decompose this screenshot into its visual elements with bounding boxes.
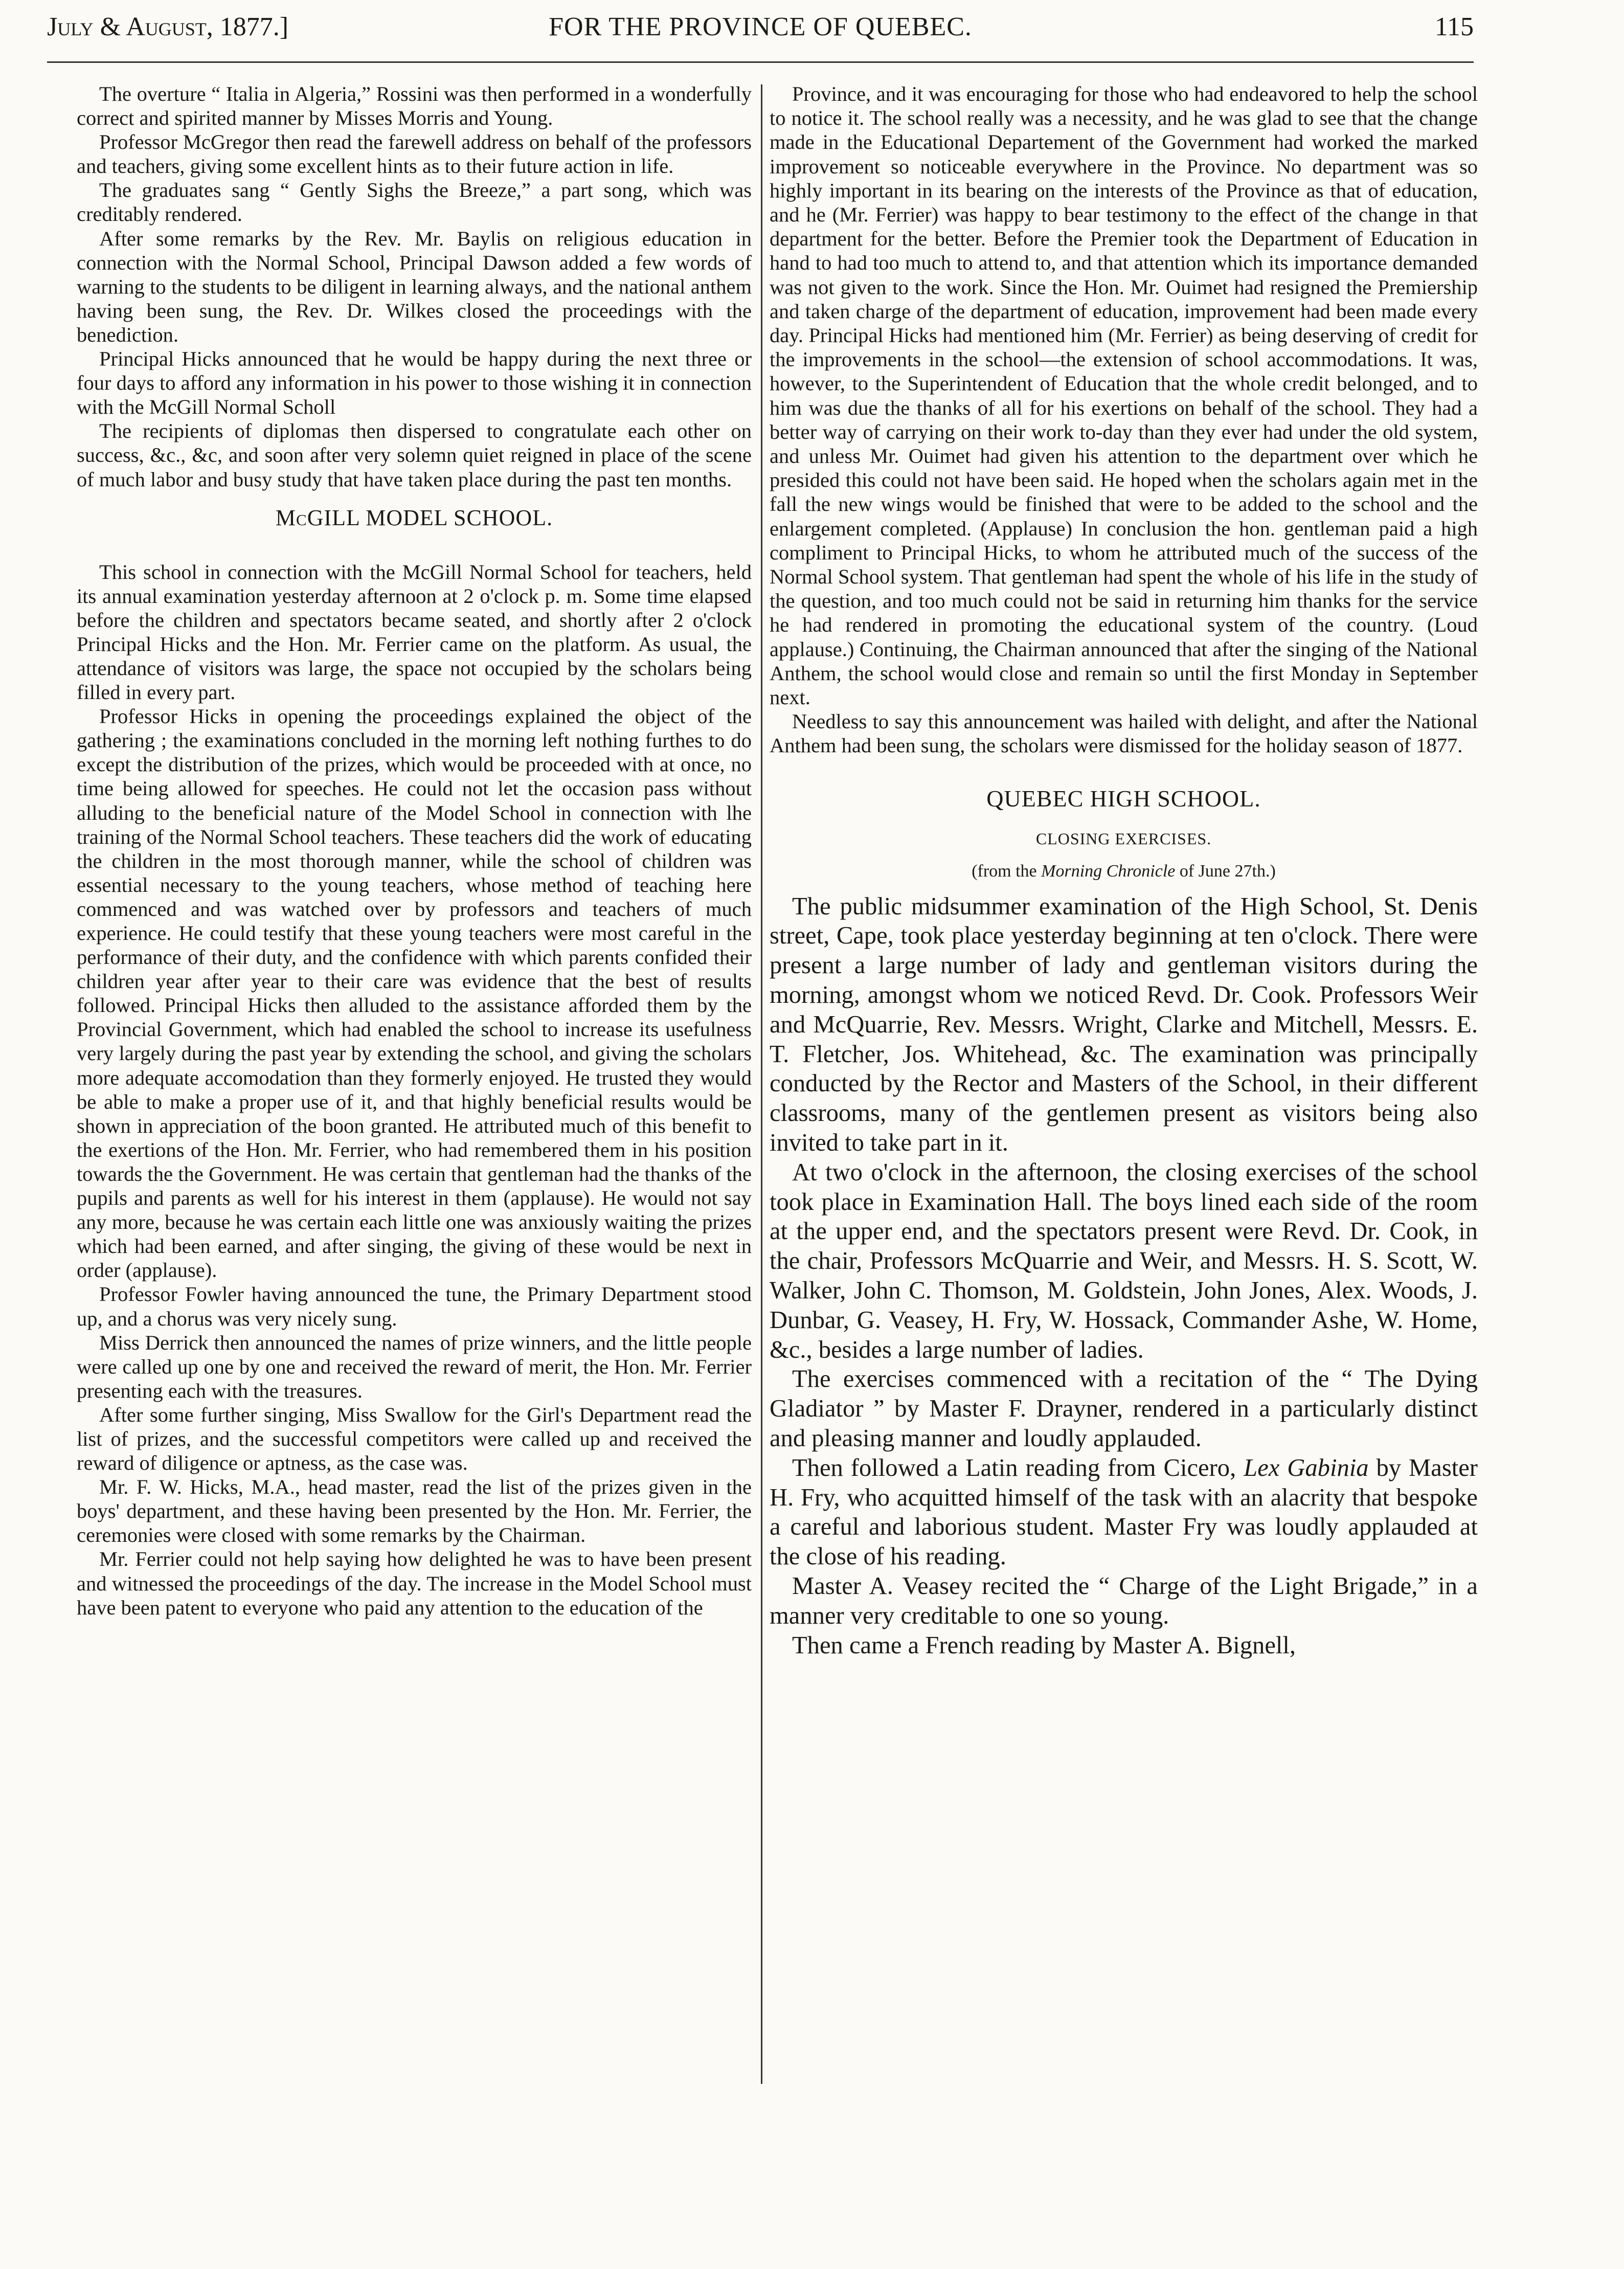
source-attribution xyxy=(770,860,1478,883)
subheading-closing-exercises: CLOSING EXERCISES. xyxy=(1035,829,1212,848)
paragraph: Mr. Ferrier could not help saying how delighted he was to have been present and witnessed the proceedings of the day. The increase in the Model School must have been patent to everyone who paid any attention to the education of the xyxy=(77,1547,752,1619)
attribution-prefix: (from the xyxy=(972,861,1042,881)
paragraph: Miss Derrick then announced the names of prize winners, and the little people were called up one by one and received the reward of merit, the Hon. Mr. Ferrier presenting each with the treasures. xyxy=(77,1331,752,1402)
page-number: 115 xyxy=(1434,12,1474,41)
paragraph: Principal Hicks announced that he would be happy during the next three or four days to afford any information in his power to those wishing it in connection with the McGill Normal Scholl xyxy=(77,347,752,419)
column-divider xyxy=(761,84,762,2084)
right-column xyxy=(770,82,1478,1660)
paragraph: Professor Hicks in opening the proceedings explained the object of the gathering ; the examinations concluded in the morning left nothing furthes to do except the distribution of the prizes, which would be proceeded with at once, no time being allowed for speeches. He could not let the occasion pass without alluding to the beneficial nature of the Model School in connection with lhe training of the Normal School teachers. These teachers did the work of educating the children in the most thorough manner, while the school of children was essential necessary to the young teachers, whose method of teaching here commenced and was watched over by professors and teachers of much experience. He could testify that these young teachers were most careful in the performance of their duty, and the confidence with which parents confided their children year after year to their care was evidence that the best of results followed. Principal Hicks then alluded to the assistance afforded them by the Provincial Government, which had enabled the school to increase its usefulness very largely during the past year by extending the school, and giving the scholars more adequate accomodation than they formerly enjoyed. He trusted they would be able to make a proper use of it, and that highly beneficial results would be shown in appreciation of the boon granted. He attributed much of this benefit to the exertions of the Hon. Mr. Ferrier, who had remembered them in his position towards the the Government. He was certain that gentleman had the thanks of the pupils and parents as well for his interest in them (applause). He would not say any more, because he was certain each little one was anxiously waiting the prizes which had been earned, and after singing, the giving of these would be next in order (applause). xyxy=(77,705,752,1282)
paragraph: This school in connection with the McGill Normal School for teachers, held its annual examination yesterday afternoon at 2 o'clock p. m. Some time elapsed before the children and spectators became seated, and shortly after 2 o'clock Principal Hicks and the Hon. Mr. Ferrier came on the platform. As usual, the attendance of visitors was large, the space not occupied by the scholars being filled in every part. xyxy=(77,560,752,704)
attribution-source: Morning Chronicle xyxy=(1041,861,1176,881)
paragraph: Professor Fowler having announced the tune, the Primary Department stood up, and a chorus was very nicely sung. xyxy=(77,1283,752,1330)
paragraph: Then came a French reading by Master A. Bignell, xyxy=(792,1631,1296,1659)
paragraph: Professor McGregor then read the farewell address on behalf of the professors and teachers, giving some excellent hints as to their future action in life. xyxy=(77,130,752,178)
paragraph: Mr. F. W. Hicks, M.A., head master, read the list of the prizes given in the boys' department, and these having been presented by the Hon. Mr. Ferrier, the ceremonies were closed with some remarks by the Chairman. xyxy=(77,1475,752,1547)
paragraph: At two o'clock in the afternoon, the closing exercises of the school took place in Examination Hall. The boys lined each side of the room at the upper end, and the spectators present were Revd. Dr. Cook, in the chair, Professors McQuarrie and Weir, and Messrs. H. S. Scott, W. Walker, John C. Thomson, M. Goldstein, John Jones, Alex. Woods, J. Dunbar, G. Veasey, H. Fry, W. Hossack, Commander Ashe, W. Home, &c., besides a large number of ladies. xyxy=(770,1158,1478,1363)
section-heading-model-school: McGILL MODEL SCHOOL. xyxy=(275,505,553,530)
latin-rest: by Master H. Fry, who acquitted himself of the task with an alacrity that bespoke a careful and laborious student. Master Fry was loudly applauded at the close of his reading. xyxy=(770,1453,1478,1570)
paragraph xyxy=(770,1453,1478,1571)
running-head xyxy=(47,9,1474,45)
paragraph: After some further singing, Miss Swallow for the Girl's Department read the list of prizes, and the successful competitors were called up and received the reward of diligence or aptness, as the case was. xyxy=(77,1403,752,1475)
header-title: FOR THE PROVINCE OF QUEBEC. xyxy=(549,12,972,41)
paragraph: The exercises commenced with a recitation of the “ The Dying Gladiator ” by Master F. Drayner, rendered in a particularly distinct and pleasing manner and loudly applauded. xyxy=(770,1365,1478,1452)
attribution-suffix: of June 27th.) xyxy=(1175,861,1276,881)
paragraph: After some remarks by the Rev. Mr. Baylis on religious education in connection with the Normal School, Principal Dawson added a few words of warning to the students to be diligent in learning always, and the national anthem having been sung, the Rev. Dr. Wilkes closed the proceedings with the benediction. xyxy=(77,227,752,346)
section-heading-high-school: QUEBEC HIGH SCHOOL. xyxy=(986,785,1261,812)
paragraph: Master A. Veasey recited the “ Charge of the Light Brigade,” in a manner very creditable to one so young. xyxy=(770,1572,1478,1629)
paragraph: Needless to say this announcement was hailed with delight, and after the National Anthem had been sung, the scholars were dismissed for the holiday season of 1877. xyxy=(770,710,1478,757)
paragraph: The graduates sang “ Gently Sighs the Breeze,” a part song, which was creditably rendered. xyxy=(77,178,752,226)
paragraph: The overture “ Italia in Algeria,” Rossini was then performed in a wonderfully correct and spirited manner by Misses Morris and Young. xyxy=(77,82,752,130)
left-column xyxy=(77,82,752,1620)
header-date: July & August, 1877.] xyxy=(47,12,289,41)
high-school-body xyxy=(770,892,1478,1660)
header-rule xyxy=(47,61,1474,63)
latin-intro: Then followed a Latin reading from Cicero, xyxy=(792,1453,1244,1481)
paragraph: The public midsummer examination of the High School, St. Denis street, Cape, took place yesterday beginning at ten o'clock. There were present a large number of lady and gentleman visitors during the morning, amongst whom we noticed Revd. Dr. Cook. Professors Weir and McQuarrie, Rev. Messrs. Wright, Clarke and Mitchell, Messrs. E. T. Fletcher, Jos. Whitehead, &c. The examination was principally conducted by the Rector and Masters of the School, in their different classrooms, many of the gentlemen present as visitors being also invited to take part in it. xyxy=(770,892,1478,1157)
latin-title: Lex Gabinia xyxy=(1244,1453,1369,1481)
paragraph: Province, and it was encouraging for those who had endeavored to help the school to notice it. The school really was a necessity, and he was glad to see that the change made in the Educational Departement of the Government had worked the marked improvement so noticeable everywhere in the Province. No department was so highly important in its bearing on the interests of the Province as that of education, and he (Mr. Ferrier) was happy to bear testimony to the effect of the change in that department for the better. Before the Premier took the Department of Education in hand to had too much to attend to, and that attention which its importance demanded was not given to the work. Since the Hon. Mr. Ouimet had resigned the Premiership and taken charge of the department of education, improvement had been made every day. Principal Hicks had mentioned him (Mr. Ferrier) as being deserving of credit for the improvements in the school—the extension of school accommodations. It was, however, to the Superintendent of Education that the whole credit belonged, and to him was due the thanks of all for his exertions on behalf of the school. They had a better way of carrying on their work to-day than they ever had under the old system, and unless Mr. Ouimet had given his attention to the department over which he presided this could not have been said. He hoped when the scholars again met in the fall the new wings would be finished that were to be added to the school and the enlargement completed. (Applause) In conclusion the hon. gentleman paid a high compliment to Principal Hicks, to whom he attributed much of the success of the Normal School system. That gentleman had spent the whole of his life in the study of the question, and too much could not be said in returning him thanks for the service he had rendered in promoting the educational system of the country. (Loud applause.) Continuing, the Chairman announced that after the singing of the National Anthem, the school would close and remain so until the first Monday in September next. xyxy=(770,82,1478,709)
paragraph: The recipients of diplomas then dispersed to congratulate each other on success, &c., &c, and soon after very solemn quiet reigned in place of the scene of much labor and busy study that have taken place during the past ten months. xyxy=(77,419,752,491)
